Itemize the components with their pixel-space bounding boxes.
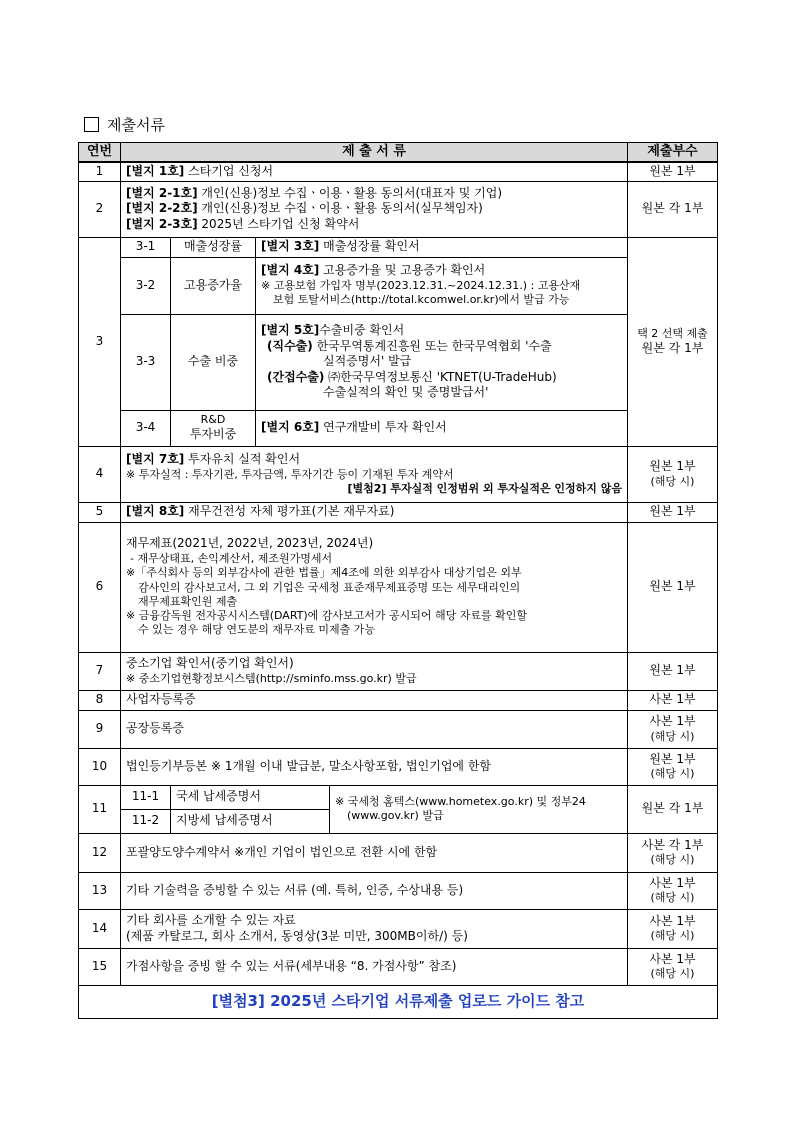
row-copies: 원본 1부 (해당 시) <box>628 446 718 502</box>
row-docs: [별지 4호] 고용증가율 및 고용증가 확인서 ※ 고용보험 가입자 명부(2023.12.31.~2024.12.31.) : 고용산재 보험 토탈서비스(http://total.kcomwel.or.kr)에서 발급 가능 <box>256 257 628 314</box>
row-docs: [별지 1호] 스타기업 신청서 <box>121 162 628 181</box>
table-row <box>79 785 718 809</box>
sub-category: 매출성장률 <box>171 237 256 257</box>
sub-category: 고용증가율 <box>171 257 256 314</box>
sub-no: 11-1 <box>121 785 171 809</box>
sub-no: 11-2 <box>121 809 171 833</box>
table-header <box>79 143 718 163</box>
sub-category: 국세 납세증명서 <box>171 785 330 809</box>
row-copies: 사본 1부 <box>628 690 718 710</box>
row-docs: [별지 8호] 재무건전성 자체 평가표(기본 재무자료) <box>121 502 628 522</box>
table-row <box>79 237 718 257</box>
row-no: 2 <box>79 181 121 237</box>
row-copies: 원본 1부 <box>628 522 718 652</box>
row-docs: ※ 국세청 홈텍스(www.hometex.go.kr) 및 정부24 (www.gov.kr) 발급 <box>330 785 628 833</box>
table-row <box>79 690 718 710</box>
table-row <box>79 948 718 985</box>
row-docs: 재무제표(2021년, 2022년, 2023년, 2024년) - 재무상태표, 손익계산서, 제조원가명세서 ※「주식회사 등의 외부감사에 관한 법률」제4조에 의한 외부감사 대상기업은 외부 감사인의 감사보고서, 그 외 기업은 국세청 표준재무제표증명 또는 세무대리인의 재무제표확인원 제출 ※ 금융감독원 전자공시시스템(DART)에 감사보고서가 공시되어 해당 자료를 확인할 수 있는 경우 해당 연도분의 재무자료 미제출 가능 <box>121 522 628 652</box>
row-docs: 중소기업 확인서(중기업 확인서) ※ 중소기업현황정보시스템(http://sminfo.mss.go.kr) 발급 <box>121 652 628 690</box>
table-row <box>79 314 718 410</box>
row-docs: [별지 5호]수출비중 확인서 (직수출) 한국무역통계진흥원 또는 한국무역협회 '수출 실적증명서' 발급 (간접수출) ㈜한국무역정보통신 'KTNET(U-TradeHub) 수출실적의 확인 및 증명발급서' <box>256 314 628 410</box>
row-copies: 사본 1부 (해당 시) <box>628 909 718 948</box>
row-no: 6 <box>79 522 121 652</box>
row-copies: 택 2 선택 제출 원본 각 1부 <box>628 237 718 446</box>
checkbox-square-icon <box>84 117 99 132</box>
table-row <box>79 502 718 522</box>
table-row <box>79 872 718 909</box>
table-row <box>79 522 718 652</box>
table-row <box>79 257 718 314</box>
sub-no: 3-1 <box>121 237 171 257</box>
table-row <box>79 410 718 446</box>
row-no: 10 <box>79 748 121 785</box>
sub-category: R&D 투자비중 <box>171 410 256 446</box>
row-copies: 사본 1부 (해당 시) <box>628 872 718 909</box>
table-row <box>79 162 718 181</box>
sub-no: 3-2 <box>121 257 171 314</box>
row-docs: 법인등기부등본 ※ 1개월 이내 발급분, 말소사항포함, 법인기업에 한함 <box>121 748 628 785</box>
row-no: 1 <box>79 162 121 181</box>
table-row <box>79 909 718 948</box>
row-no: 12 <box>79 833 121 872</box>
header-no: 연번 <box>79 143 121 163</box>
row-copies: 원본 각 1부 <box>628 785 718 833</box>
row-docs: [별지 3호] 매출성장률 확인서 <box>256 237 628 257</box>
sub-no: 3-4 <box>121 410 171 446</box>
upload-guide-note: [별첨3] 2025년 스타기업 서류제출 업로드 가이드 참고 <box>79 985 718 1018</box>
row-no: 14 <box>79 909 121 948</box>
row-copies: 사본 1부 (해당 시) <box>628 948 718 985</box>
sub-category: 수출 비중 <box>171 314 256 410</box>
row-no: 5 <box>79 502 121 522</box>
row-no: 4 <box>79 446 121 502</box>
header-copies: 제출부수 <box>628 143 718 163</box>
table-footer <box>79 985 718 1018</box>
row-no: 9 <box>79 710 121 748</box>
documents-table <box>78 142 718 1019</box>
row-no: 8 <box>79 690 121 710</box>
row-copies: 원본 1부 <box>628 652 718 690</box>
table-row <box>79 181 718 237</box>
table-row <box>79 833 718 872</box>
row-no: 13 <box>79 872 121 909</box>
row-docs: 사업자등록증 <box>121 690 628 710</box>
row-docs: 가점사항을 증빙 할 수 있는 서류(세부내용 “8. 가점사항” 참조) <box>121 948 628 985</box>
row-copies: 사본 1부 (해당 시) <box>628 710 718 748</box>
row-docs: [별지 6호] 연구개발비 투자 확인서 <box>256 410 628 446</box>
table-row <box>79 652 718 690</box>
row-no: 11 <box>79 785 121 833</box>
sub-category: 지방세 납세증명서 <box>171 809 330 833</box>
header-docs: 제 출 서 류 <box>121 143 628 163</box>
section-heading <box>84 114 165 135</box>
row-no: 3 <box>79 237 121 446</box>
row-docs: 포괄양도양수계약서 ※개인 기업이 법인으로 전환 시에 한함 <box>121 833 628 872</box>
row-copies: 원본 각 1부 <box>628 181 718 237</box>
row-no: 7 <box>79 652 121 690</box>
table-row <box>79 710 718 748</box>
row-copies: 원본 1부 (해당 시) <box>628 748 718 785</box>
table-row <box>79 748 718 785</box>
row-copies: 원본 1부 <box>628 502 718 522</box>
row-docs: 기타 기술력을 증빙할 수 있는 서류 (예. 특허, 인증, 수상내용 등) <box>121 872 628 909</box>
row-docs: 기타 회사를 소개할 수 있는 자료 (제품 카탈로그, 회사 소개서, 동영상(3분 미만, 300MB이하/) 등) <box>121 909 628 948</box>
row-copies: 원본 1부 <box>628 162 718 181</box>
row-docs: [별지 7호] 투자유치 실적 확인서 ※ 투자실적 : 투자기관, 투자금액, 투자기간 등이 기재된 투자 계약서 [별첨2] 투자실적 인정범위 외 투자실적은 인정하지 않음 <box>121 446 628 502</box>
table-row <box>79 446 718 502</box>
sub-no: 3-3 <box>121 314 171 410</box>
row-docs: 공장등록증 <box>121 710 628 748</box>
row-docs: [별지 2-1호] 개인(신용)정보 수집ㆍ이용ㆍ활용 동의서(대표자 및 기업) [별지 2-2호] 개인(신용)정보 수집ㆍ이용ㆍ활용 동의서(실무책임자) [별지 2-3호] 2025년 스타기업 신청 확약서 <box>121 181 628 237</box>
section-title: 제출서류 <box>107 116 165 134</box>
row-no: 15 <box>79 948 121 985</box>
row-copies: 사본 각 1부 (해당 시) <box>628 833 718 872</box>
